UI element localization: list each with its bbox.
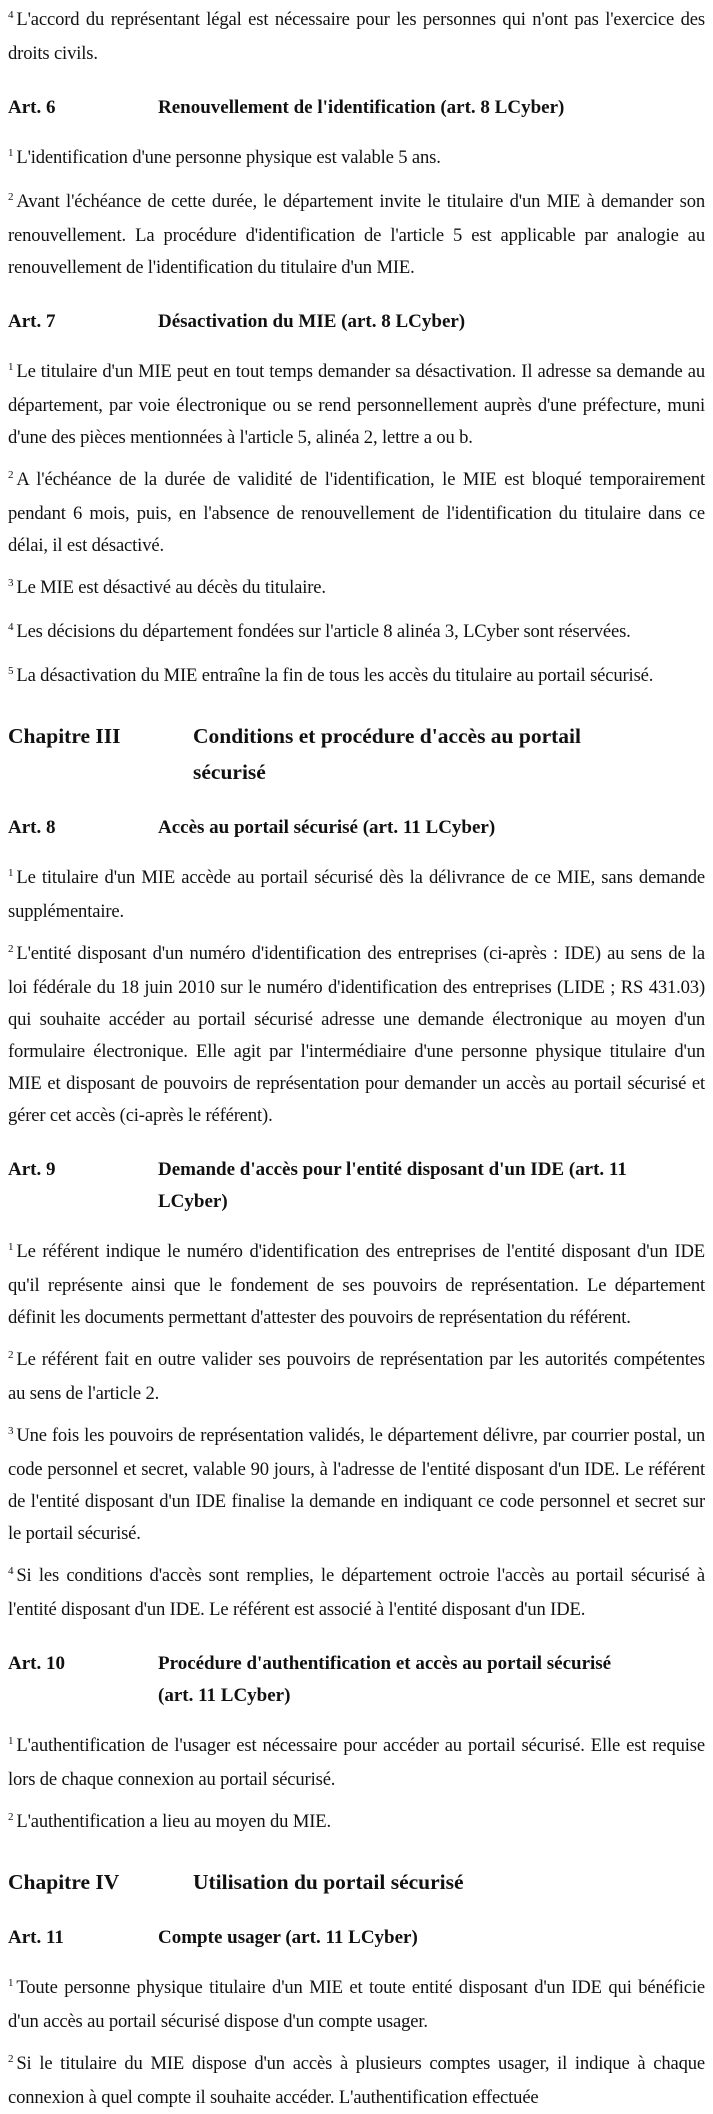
paragraph-number: 4 bbox=[8, 1565, 14, 1577]
article-title: Renouvellement de l'identification (art. 8 LCyber) bbox=[158, 97, 565, 118]
paragraph-number: 2 bbox=[8, 1811, 14, 1823]
paragraph-number: 1 bbox=[8, 1977, 14, 1989]
paragraph bbox=[8, 186, 705, 284]
paragraph-text: Le titulaire d'un MIE peut en tout temps demander sa désactivation. Il adresse sa demande au département, par voie électronique ou se rend personnellement auprès d'une préfecture, muni d'une des pièces mentionnées à l'article 5, alinéa 2, lettre a ou b. bbox=[8, 361, 705, 448]
paragraph bbox=[8, 464, 705, 562]
paragraph-number: 1 bbox=[8, 867, 14, 879]
paragraph bbox=[8, 1730, 705, 1796]
paragraph-text: Une fois les pouvoirs de représentation validés, le département délivre, par courrier postal, un code personnel et secret, valable 90 jours, à l'adresse de l'entité disposant d'un IDE. Le référent de l'entité disposant d'un IDE finalise la demande en indiquant ce code personnel et secret sur le portail sécurisé. bbox=[8, 1425, 705, 1544]
paragraph bbox=[8, 1420, 705, 1550]
paragraph-text: Le référent indique le numéro d'identification des entreprises de l'entité disposant d'un IDE qu'il représente ainsi que le fondement de ses pouvoirs de représentation. Le département définit les documents permettant d'attester des pouvoirs de représentation du référent. bbox=[8, 1241, 705, 1328]
paragraph-text: Le MIE est désactivé au décès du titulaire. bbox=[16, 577, 326, 598]
paragraph-number: 2 bbox=[8, 1349, 14, 1361]
paragraph-number: 1 bbox=[8, 1735, 14, 1747]
chapter-title: Utilisation du portail sécurisé bbox=[193, 1870, 464, 1894]
article-heading bbox=[8, 1922, 705, 1954]
article-number: Art. 7 bbox=[8, 311, 56, 332]
paragraph bbox=[8, 356, 705, 454]
paragraph-text: Si les conditions d'accès sont remplies, le département octroie l'accès au portail sécurisé à l'entité disposant d'un IDE. Le référent est associé à l'entité disposant d'un IDE. bbox=[8, 1565, 705, 1620]
paragraph-text: Les décisions du département fondées sur l'article 8 alinéa 3, LCyber sont réservées. bbox=[16, 621, 631, 642]
paragraph-text: L'authentification a lieu au moyen du MIE. bbox=[16, 1811, 331, 1832]
paragraph-number: 2 bbox=[8, 943, 14, 955]
paragraph-text: Avant l'échéance de cette durée, le département invite le titulaire d'un MIE à demander son renouvellement. La procédure d'identification de l'article 5 est applicable par analogie au renouvellement de l'identification du titulaire d'un MIE. bbox=[8, 191, 705, 278]
paragraph bbox=[8, 938, 705, 1132]
article-number: Art. 11 bbox=[8, 1927, 64, 1948]
paragraph-text: Toute personne physique titulaire d'un MIE et toute entité disposant d'un IDE qui bénéficie d'un accès au portail sécurisé dispose d'un compte usager. bbox=[8, 1977, 705, 2032]
paragraph bbox=[8, 660, 705, 694]
paragraph bbox=[8, 4, 705, 70]
article-title: Accès au portail sécurisé (art. 11 LCyber) bbox=[158, 817, 496, 838]
article-heading bbox=[8, 92, 705, 124]
paragraph-text: L'identification d'une personne physique est valable 5 ans. bbox=[16, 147, 441, 168]
paragraph bbox=[8, 1344, 705, 1410]
article-title: Demande d'accès pour l'entité disposant d'un IDE (art. 11 LCyber) bbox=[158, 1159, 627, 1212]
article-heading bbox=[8, 812, 705, 844]
chapter-title: Conditions et procédure d'accès au portail sécurisé bbox=[193, 724, 581, 784]
paragraph-number: 5 bbox=[8, 665, 14, 677]
chapter-heading bbox=[8, 718, 705, 790]
paragraph-number: 1 bbox=[8, 147, 14, 159]
paragraph-number: 2 bbox=[8, 469, 14, 481]
paragraph bbox=[8, 2048, 705, 2114]
paragraph-text: L'authentification de l'usager est nécessaire pour accéder au portail sécurisé. Elle est requise lors de chaque connexion au portail sécurisé. bbox=[8, 1735, 705, 1790]
article-heading bbox=[8, 1648, 705, 1712]
paragraph bbox=[8, 572, 705, 606]
paragraph-text: A l'échéance de la durée de validité de l'identification, le MIE est bloqué temporairement pendant 6 mois, puis, en l'absence de renouvellement de l'identification du titulaire dans ce délai, il est désactivé. bbox=[8, 469, 705, 556]
chapter-number: Chapitre IV bbox=[8, 1870, 120, 1894]
article-number: Art. 9 bbox=[8, 1159, 56, 1180]
paragraph bbox=[8, 1972, 705, 2038]
article-title: Procédure d'authentification et accès au portail sécurisé (art. 11 LCyber) bbox=[158, 1653, 612, 1706]
article-title: Désactivation du MIE (art. 8 LCyber) bbox=[158, 311, 466, 332]
article-title: Compte usager (art. 11 LCyber) bbox=[158, 1927, 418, 1948]
chapter-heading bbox=[8, 1864, 705, 1900]
paragraph-text: L'entité disposant d'un numéro d'identification des entreprises (ci-après : IDE) au sens de la loi fédérale du 18 juin 2010 sur le numéro d'identification des entreprises (LIDE ; RS 431.03) qui souhaite accéder au portail sécurisé adresse une demande électronique au moyen d'un formulaire électronique. Elle agit par l'intermédiaire d'une personne physique titulaire d'un MIE et disposant de pouvoirs de représentation pour demander un accès au portail sécurisé et gérer cet accès (ci-après le référent). bbox=[8, 943, 705, 1126]
paragraph bbox=[8, 1806, 705, 1840]
paragraph-number: 4 bbox=[8, 9, 14, 21]
paragraph-number: 3 bbox=[8, 1425, 14, 1437]
paragraph bbox=[8, 142, 705, 176]
article-heading bbox=[8, 306, 705, 338]
paragraph-number: 4 bbox=[8, 621, 14, 633]
paragraph-text: Si le titulaire du MIE dispose d'un accès à plusieurs comptes usager, il indique à chaque connexion à quel compte il souhaite accéder. L'authentification effectuée bbox=[8, 2053, 705, 2108]
paragraph-number: 3 bbox=[8, 577, 14, 589]
paragraph-number: 2 bbox=[8, 2053, 14, 2065]
paragraph-number: 1 bbox=[8, 1241, 14, 1253]
paragraph-text: La désactivation du MIE entraîne la fin de tous les accès du titulaire au portail sécurisé. bbox=[16, 665, 654, 686]
article-heading bbox=[8, 1154, 705, 1218]
paragraph bbox=[8, 1560, 705, 1626]
paragraph-text: L'accord du représentant légal est nécessaire pour les personnes qui n'ont pas l'exercice des droits civils. bbox=[8, 9, 705, 64]
article-number: Art. 8 bbox=[8, 817, 56, 838]
paragraph-number: 2 bbox=[8, 191, 14, 203]
chapter-number: Chapitre III bbox=[8, 724, 121, 748]
paragraph-text: Le référent fait en outre valider ses pouvoirs de représentation par les autorités compétentes au sens de l'article 2. bbox=[8, 1349, 705, 1404]
paragraph bbox=[8, 862, 705, 928]
article-number: Art. 6 bbox=[8, 97, 56, 118]
paragraph-number: 1 bbox=[8, 361, 14, 373]
paragraph bbox=[8, 616, 705, 650]
article-number: Art. 10 bbox=[8, 1653, 65, 1674]
paragraph bbox=[8, 1236, 705, 1334]
paragraph-text: Le titulaire d'un MIE accède au portail sécurisé dès la délivrance de ce MIE, sans demande supplémentaire. bbox=[8, 867, 705, 922]
